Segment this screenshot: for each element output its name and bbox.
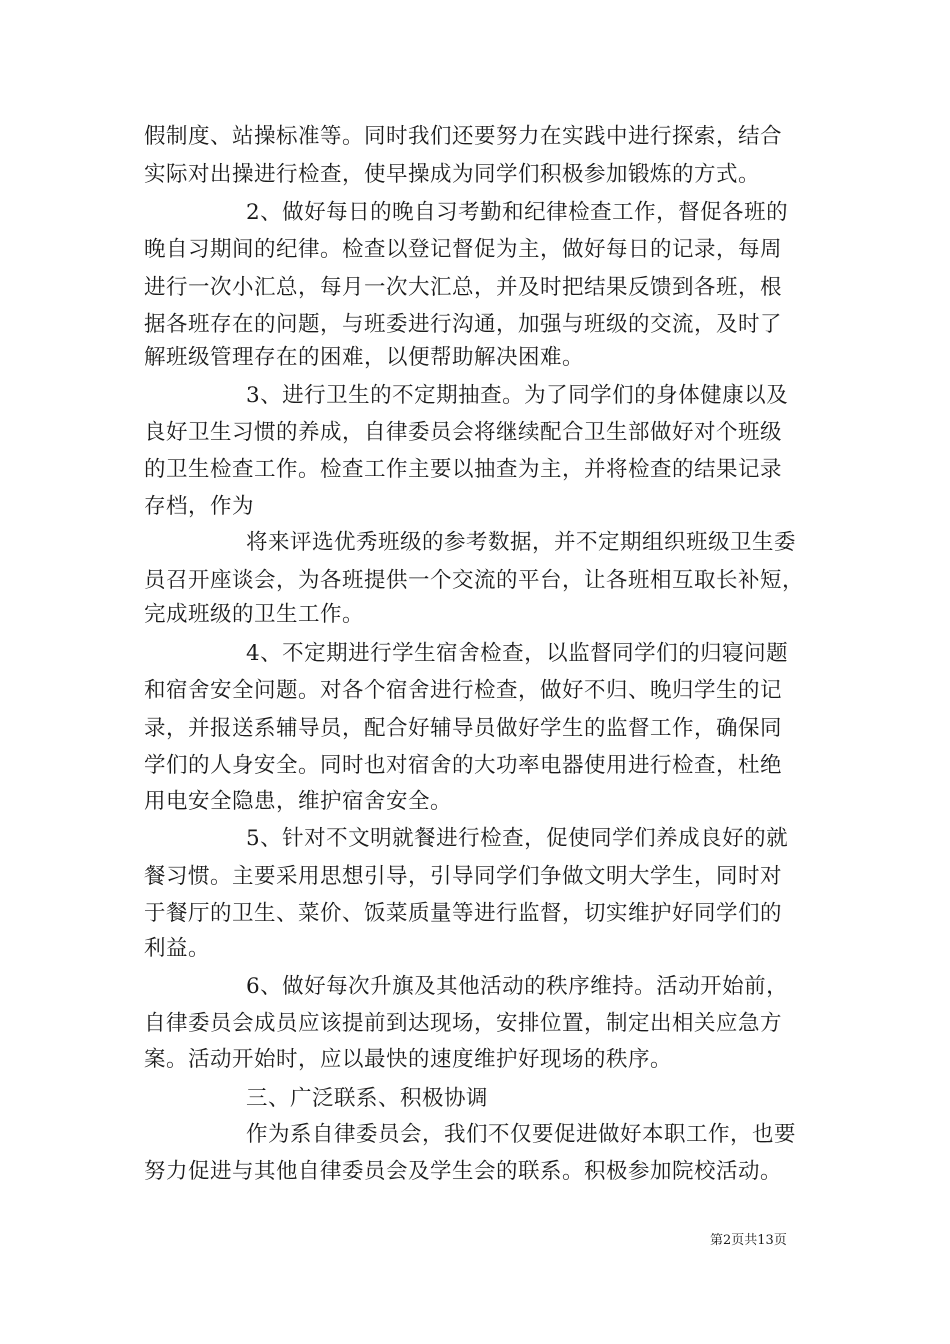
text-line: 4、不定期进行学生宿舍检查，以监督同学们的归寝问题 bbox=[246, 641, 789, 666]
section-heading: 三、广泛联系、积极协调 bbox=[246, 1086, 489, 1111]
text-line: 于餐厅的卫生、菜价、饭菜质量等进行监督，切实维护好同学们的 bbox=[144, 901, 783, 926]
page-number: 第2页共13页 bbox=[710, 1233, 787, 1248]
text-line: 进行一次小汇总，每月一次大汇总，并及时把结果反馈到各班，根 bbox=[144, 275, 783, 300]
text-line: 实际对出操进行检查，使早操成为同学们积极参加锻炼的方式。 bbox=[144, 162, 761, 187]
text-line: 良好卫生习惯的养成，自律委员会将继续配合卫生部做好对个班级 bbox=[144, 420, 783, 445]
text-line: 自律委员会成员应该提前到达现场，安排位置，制定出相关应急方 bbox=[144, 1011, 783, 1036]
text-line: 晚自习期间的纪律。检查以登记督促为主，做好每日的记录，每周 bbox=[144, 237, 783, 262]
text-line: 餐习惯。主要采用思想引导，引导同学们争做文明大学生，同时对 bbox=[144, 864, 783, 889]
text-line: 和宿舍安全问题。对各个宿舍进行检查，做好不归、晚归学生的记 bbox=[144, 678, 783, 703]
text-line: 用电安全隐患，维护宿舍安全。 bbox=[144, 789, 453, 814]
text-line: 将来评选优秀班级的参考数据，并不定期组织班级卫生委 bbox=[246, 530, 797, 555]
text-line: 作为系自律委员会，我们不仅要促进做好本职工作，也要 bbox=[246, 1122, 797, 1147]
text-line: 2、做好每日的晚自习考勤和纪律检查工作，督促各班的 bbox=[246, 200, 789, 225]
text-line: 学们的人身安全。同时也对宿舍的大功率电器使用进行检查，杜绝 bbox=[144, 753, 783, 778]
text-line: 利益。 bbox=[144, 936, 211, 961]
text-line: 3、进行卫生的不定期抽查。为了同学们的身体健康以及 bbox=[246, 383, 789, 408]
text-line: 努力促进与其他自律委员会及学生会的联系。积极参加院校活动。 bbox=[144, 1159, 783, 1184]
text-line: 案。活动开始时，应以最快的速度维护好现场的秩序。 bbox=[144, 1047, 673, 1072]
text-line: 的卫生检查工作。检查工作主要以抽查为主，并将检查的结果记录 bbox=[144, 457, 783, 482]
text-line: 解班级管理存在的困难，以便帮助解决困难。 bbox=[144, 345, 585, 370]
text-line: 假制度、站操标准等。同时我们还要努力在实践中进行探索，结合 bbox=[144, 124, 783, 149]
text-line: 6、做好每次升旗及其他活动的秩序维持。活动开始前， bbox=[246, 974, 789, 999]
text-line: 录，并报送系辅导员，配合好辅导员做好学生的监督工作，确保同 bbox=[144, 716, 783, 741]
text-line: 完成班级的卫生工作。 bbox=[144, 602, 365, 627]
text-line: 员召开座谈会，为各班提供一个交流的平台，让各班相互取长补短， bbox=[144, 568, 805, 593]
text-line: 5、针对不文明就餐进行检查，促使同学们养成良好的就 bbox=[246, 826, 789, 851]
text-line: 据各班存在的问题，与班委进行沟通，加强与班级的交流，及时了 bbox=[144, 312, 783, 337]
text-line: 存档，作为 bbox=[144, 494, 255, 519]
